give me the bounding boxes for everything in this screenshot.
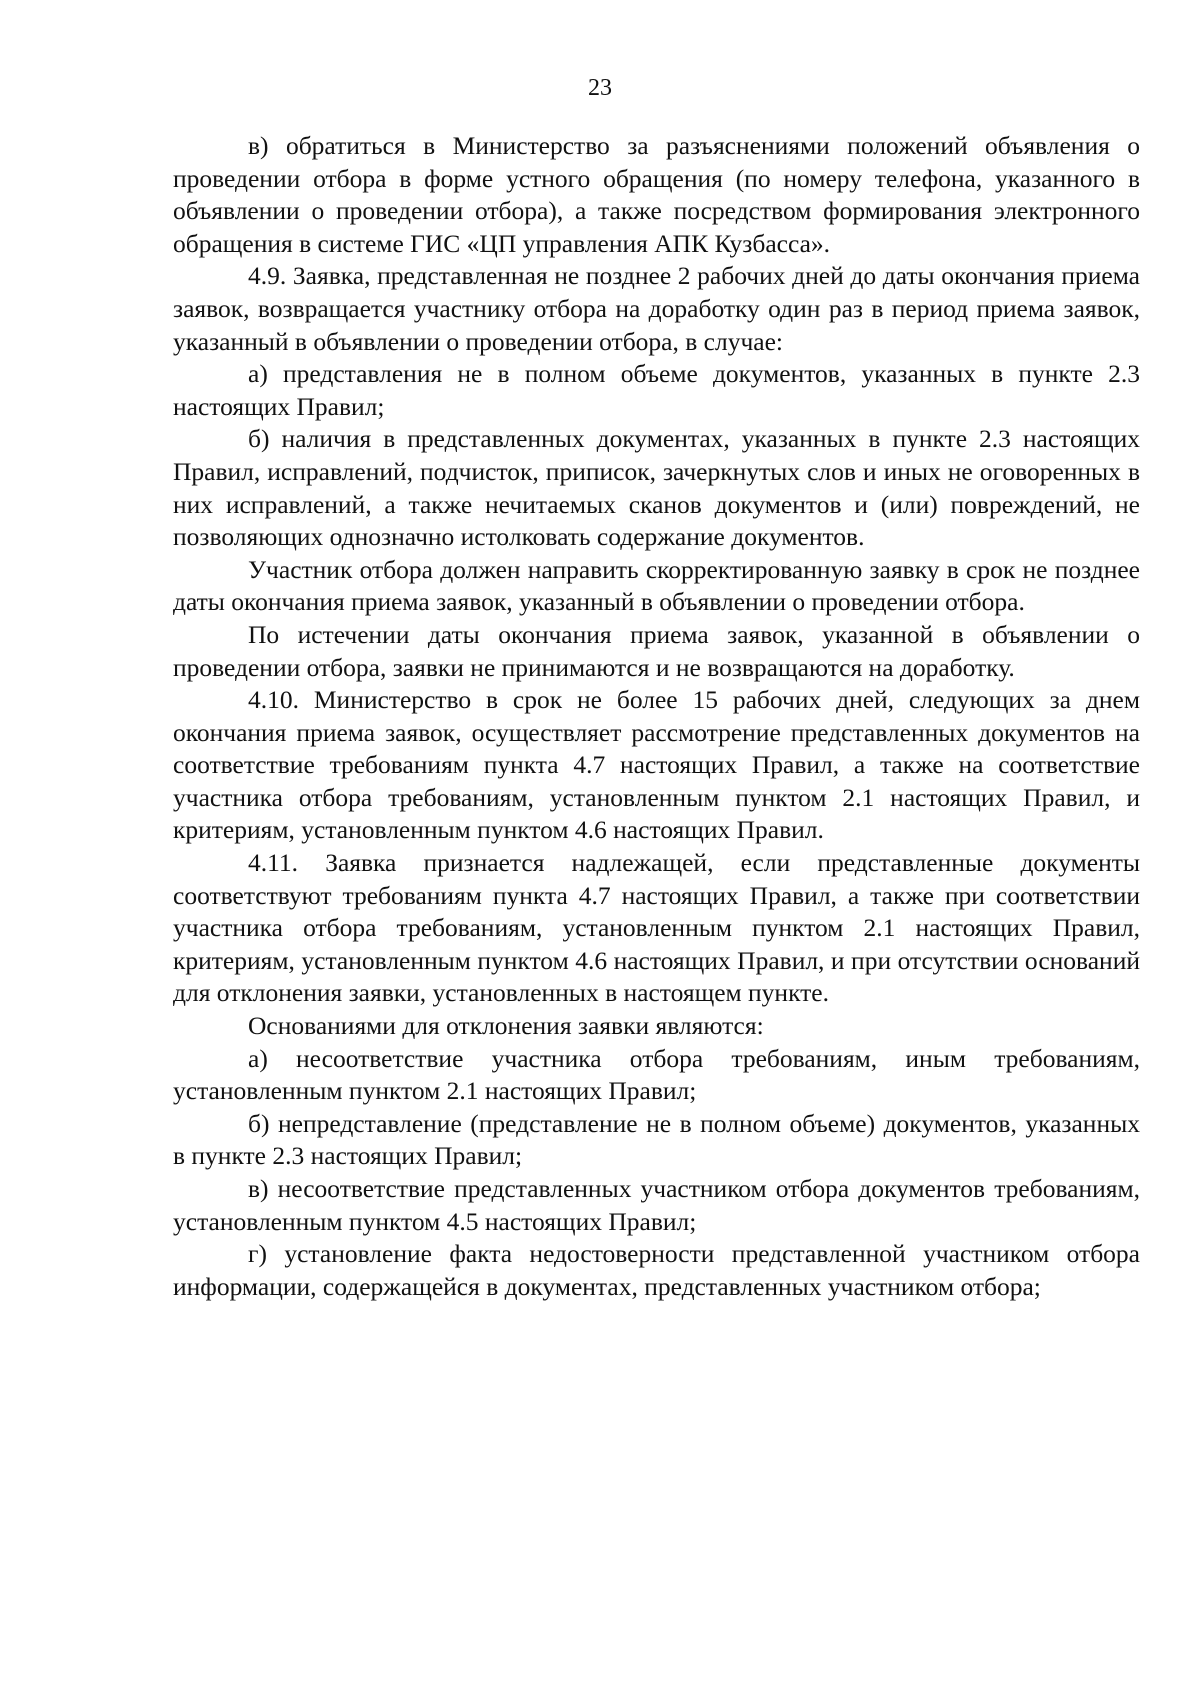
paragraph-resubmission: Участник отбора должен направить скорректированную заявку в срок не позднее даты окончания приема заявок, указанный в объявлении о проведении отбора. [173,554,1140,617]
paragraph-4-9: 4.9. Заявка, представленная не позднее 2 рабочих дней до даты окончания приема заявок, возвращается участнику отбора на доработку один раз в период приема заявок, указанный в объявлении о проведении отбора, в случае: [173,261,1140,356]
paragraph-deadline-expiry: По истечении даты окончания приема заявок, указанной в объявлении о проведении отбора, заявки не принимаются и не возвращаются на доработку. [173,619,1140,682]
page-number: 23 [588,75,612,101]
paragraph-rejection-v: в) несоответствие представленных участником отбора документов требованиям, установленным пунктом 4.5 настоящих Правил; [173,1174,1140,1236]
document-body [173,130,1140,1303]
paragraph-4-9-b: б) наличия в представленных документах, указанных в пункте 2.3 настоящих Правил, исправлений, подчисток, приписок, зачеркнутых слов и иных не оговоренных в них исправлений, а также нечитаемых сканов документов и (или) повреждений, не позволяющих однозначно истолковать содержание документов. [173,424,1140,552]
paragraph-4-9-a: а) представления не в полном объеме документов, указанных в пункте 2.3 настоящих Правил; [173,359,1140,421]
paragraph-rejection-g: г) установление факта недостоверности представленной участником отбора информации, содержащейся в документах, представленных участником отбора; [173,1239,1140,1301]
paragraph-rejection-a: а) несоответствие участника отбора требованиям, иным требованиям, установленным пунктом 2.1 настоящих Правил; [173,1043,1140,1106]
paragraph-4-10: 4.10. Министерство в срок не более 15 рабочих дней, следующих за днем окончания приема заявок, осуществляет рассмотрение представленных документов на соответствие требованиям пункта 4.7 настоящих Правил, а также на соответствие участника отбора требованиям, установленным пунктом 2.1 настоящих Правил, и критериям, установленным пунктом 4.6 настоящих Правил. [173,685,1140,845]
paragraph-clarification-request: в) обратиться в Министерство за разъяснениями положений объявления о проведении отбора в форме устного обращения (по номеру телефона, указанного в объявлении о проведении отбора), а также посредством формирования электронного обращения в системе ГИС «ЦП управления АПК Кузбасса». [173,131,1140,258]
paragraph-rejection-b: б) непредставление (представление не в полном объеме) документов, указанных в пункте 2.3 настоящих Правил; [173,1108,1140,1171]
paragraph-4-11: 4.11. Заявка признается надлежащей, если представленные документы соответствуют требованиям пункта 4.7 настоящих Правил, а также при соответствии участника отбора требованиям, установленным пунктом 2.1 настоящих Правил, критериям, установленным пунктом 4.6 настоящих Правил, и при отсутствии оснований для отклонения заявки, установленных в настоящем пункте. [173,848,1140,1008]
paragraph-rejection-grounds: Основаниями для отклонения заявки являются: [248,1011,764,1041]
